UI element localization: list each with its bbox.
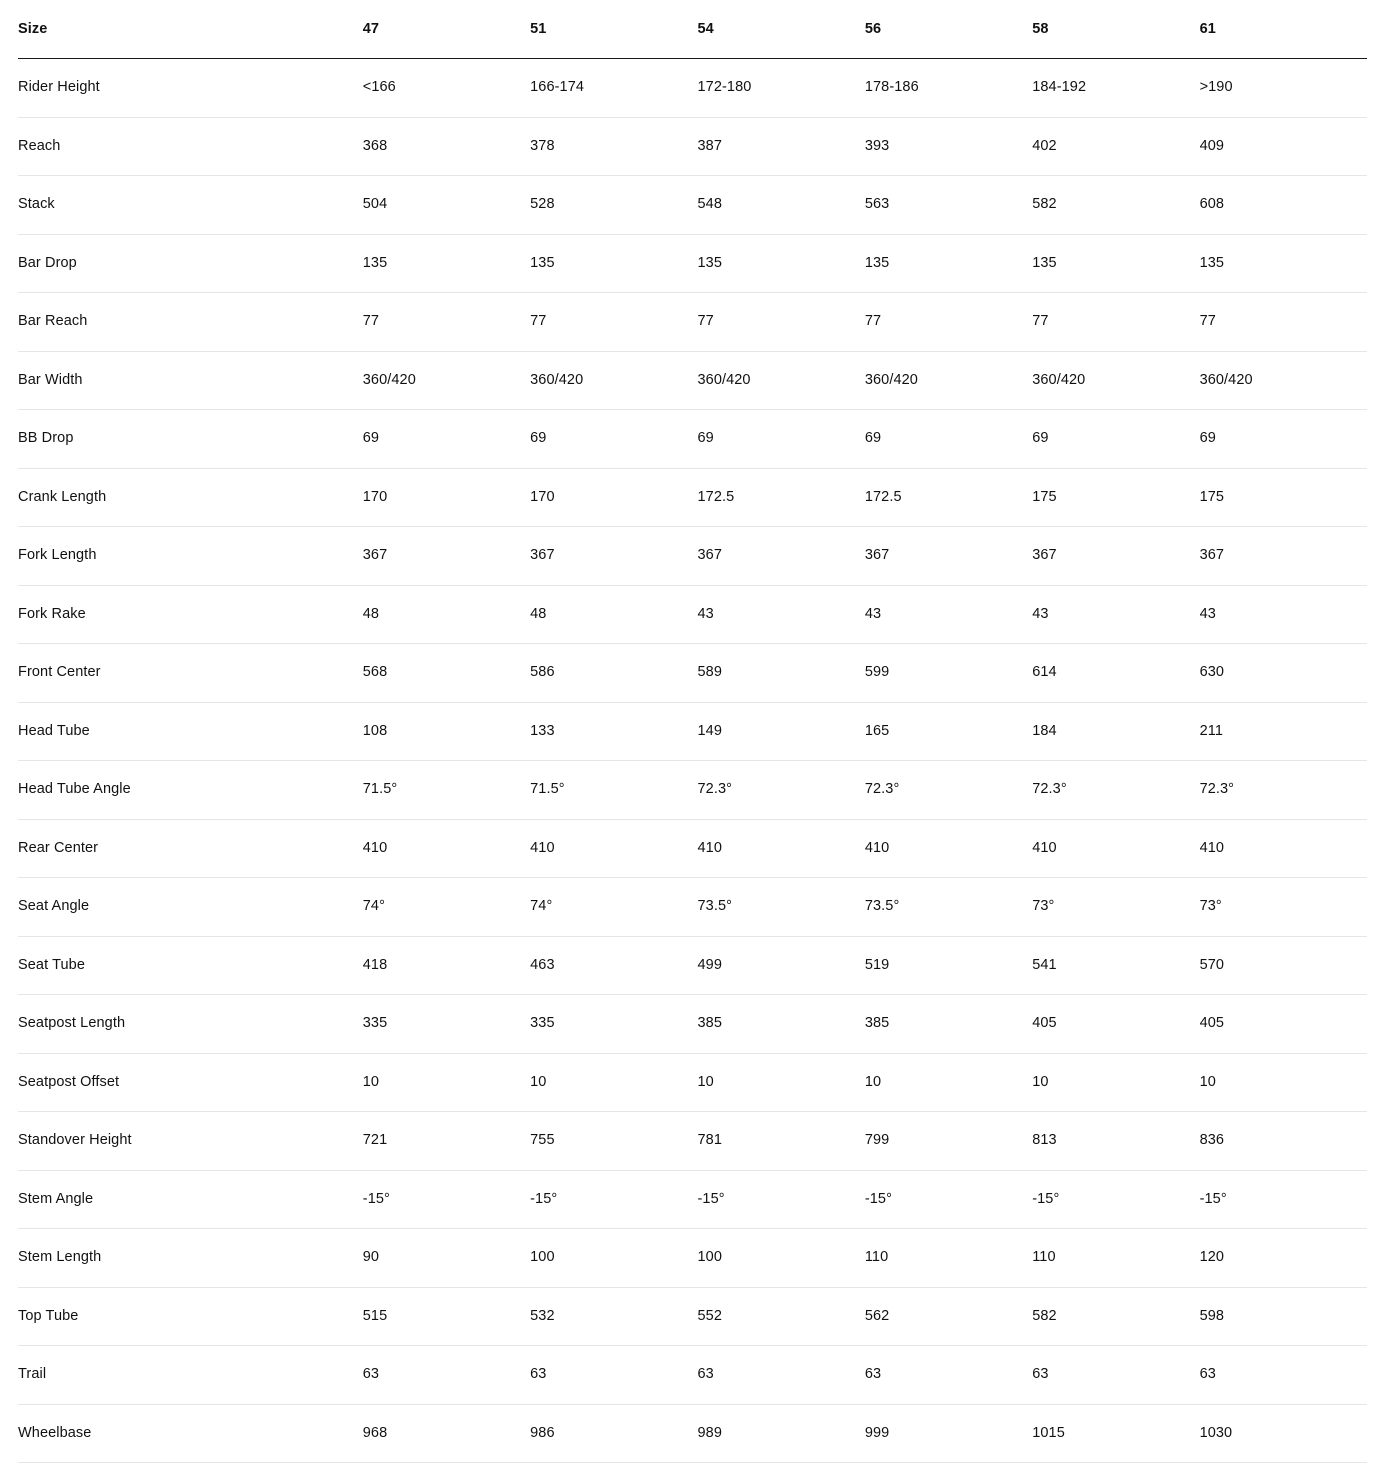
table-cell: 813 <box>1032 1112 1199 1171</box>
table-cell: 360/420 <box>1032 351 1199 410</box>
table-cell: -15° <box>697 1170 864 1229</box>
table-body <box>18 59 1367 1463</box>
table-cell: 63 <box>530 1346 697 1405</box>
table-row <box>18 878 1367 937</box>
table-cell: 172.5 <box>697 468 864 527</box>
table-cell: 385 <box>865 995 1032 1054</box>
table-cell: 410 <box>363 819 530 878</box>
row-label: Stem Angle <box>18 1170 363 1229</box>
table-cell: 135 <box>363 234 530 293</box>
table-row <box>18 293 1367 352</box>
table-row <box>18 468 1367 527</box>
table-cell: -15° <box>1032 1170 1199 1229</box>
row-label: Wheelbase <box>18 1404 363 1463</box>
table-cell: 562 <box>865 1287 1032 1346</box>
table-cell: 519 <box>865 936 1032 995</box>
table-cell: 10 <box>1200 1053 1367 1112</box>
table-cell: 968 <box>363 1404 530 1463</box>
table-cell: 10 <box>865 1053 1032 1112</box>
table-cell: -15° <box>865 1170 1032 1229</box>
table-cell: 360/420 <box>530 351 697 410</box>
table-cell: 378 <box>530 117 697 176</box>
table-cell: 72.3° <box>1032 761 1199 820</box>
table-cell: 532 <box>530 1287 697 1346</box>
row-label: Seatpost Offset <box>18 1053 363 1112</box>
table-row <box>18 117 1367 176</box>
table-header <box>18 0 1367 59</box>
row-label: Head Tube <box>18 702 363 761</box>
row-label: Stack <box>18 176 363 235</box>
table-cell: 73.5° <box>865 878 1032 937</box>
column-header-58: 58 <box>1032 0 1199 59</box>
table-cell: 368 <box>363 117 530 176</box>
table-cell: 410 <box>697 819 864 878</box>
table-cell: 418 <box>363 936 530 995</box>
table-cell: 175 <box>1200 468 1367 527</box>
table-cell: 582 <box>1032 1287 1199 1346</box>
table-cell: 165 <box>865 702 1032 761</box>
table-row <box>18 1170 1367 1229</box>
table-row <box>18 176 1367 235</box>
table-cell: 570 <box>1200 936 1367 995</box>
table-cell: <166 <box>363 59 530 118</box>
table-cell: 63 <box>1200 1346 1367 1405</box>
table-row <box>18 1229 1367 1288</box>
table-cell: 360/420 <box>363 351 530 410</box>
table-cell: 836 <box>1200 1112 1367 1171</box>
row-label: Standover Height <box>18 1112 363 1171</box>
row-label: Rear Center <box>18 819 363 878</box>
table-cell: 367 <box>1200 527 1367 586</box>
table-cell: 71.5° <box>363 761 530 820</box>
table-cell: 43 <box>865 585 1032 644</box>
row-label: Bar Drop <box>18 234 363 293</box>
row-label: Rider Height <box>18 59 363 118</box>
table-cell: 387 <box>697 117 864 176</box>
table-cell: 77 <box>530 293 697 352</box>
table-cell: 69 <box>530 410 697 469</box>
table-row <box>18 1112 1367 1171</box>
table-cell: 48 <box>363 585 530 644</box>
table-cell: 528 <box>530 176 697 235</box>
table-row <box>18 702 1367 761</box>
table-row <box>18 936 1367 995</box>
table-cell: 552 <box>697 1287 864 1346</box>
table-row <box>18 1346 1367 1405</box>
table-cell: 598 <box>1200 1287 1367 1346</box>
table-cell: 69 <box>865 410 1032 469</box>
table-cell: 10 <box>697 1053 864 1112</box>
table-row <box>18 644 1367 703</box>
table-cell: 69 <box>697 410 864 469</box>
table-cell: 989 <box>697 1404 864 1463</box>
table-cell: 393 <box>865 117 1032 176</box>
table-cell: 170 <box>363 468 530 527</box>
table-cell: 170 <box>530 468 697 527</box>
row-label: Crank Length <box>18 468 363 527</box>
table-cell: 599 <box>865 644 1032 703</box>
table-cell: 77 <box>865 293 1032 352</box>
table-cell: 135 <box>697 234 864 293</box>
table-cell: 410 <box>530 819 697 878</box>
table-cell: 367 <box>697 527 864 586</box>
table-cell: 402 <box>1032 117 1199 176</box>
table-cell: 90 <box>363 1229 530 1288</box>
table-row <box>18 1053 1367 1112</box>
table-cell: 608 <box>1200 176 1367 235</box>
table-cell: 367 <box>363 527 530 586</box>
row-label: Front Center <box>18 644 363 703</box>
table-cell: 405 <box>1200 995 1367 1054</box>
table-cell: 135 <box>865 234 1032 293</box>
row-label: Fork Length <box>18 527 363 586</box>
table-cell: 77 <box>697 293 864 352</box>
table-row <box>18 527 1367 586</box>
table-cell: 630 <box>1200 644 1367 703</box>
table-row <box>18 59 1367 118</box>
table-cell: 74° <box>530 878 697 937</box>
table-cell: 135 <box>1200 234 1367 293</box>
row-label: Reach <box>18 117 363 176</box>
table-cell: 178-186 <box>865 59 1032 118</box>
table-cell: 541 <box>1032 936 1199 995</box>
table-cell: 781 <box>697 1112 864 1171</box>
table-cell: 172.5 <box>865 468 1032 527</box>
table-cell: 172-180 <box>697 59 864 118</box>
table-cell: >190 <box>1200 59 1367 118</box>
table-cell: 110 <box>865 1229 1032 1288</box>
row-label: Seatpost Length <box>18 995 363 1054</box>
table-cell: 410 <box>1200 819 1367 878</box>
table-row <box>18 1404 1367 1463</box>
table-cell: 63 <box>1032 1346 1199 1405</box>
table-cell: 755 <box>530 1112 697 1171</box>
table-cell: 73.5° <box>697 878 864 937</box>
table-cell: 367 <box>530 527 697 586</box>
table-cell: 10 <box>363 1053 530 1112</box>
table-row <box>18 585 1367 644</box>
table-cell: 586 <box>530 644 697 703</box>
table-cell: 515 <box>363 1287 530 1346</box>
table-cell: 166-174 <box>530 59 697 118</box>
table-cell: 73° <box>1032 878 1199 937</box>
table-row <box>18 995 1367 1054</box>
table-cell: 589 <box>697 644 864 703</box>
table-cell: 986 <box>530 1404 697 1463</box>
row-label: Bar Width <box>18 351 363 410</box>
column-header-47: 47 <box>363 0 530 59</box>
geometry-table <box>18 0 1367 1463</box>
table-row <box>18 1287 1367 1346</box>
row-label: Top Tube <box>18 1287 363 1346</box>
table-cell: 43 <box>697 585 864 644</box>
table-cell: 100 <box>697 1229 864 1288</box>
table-cell: 360/420 <box>697 351 864 410</box>
table-cell: 175 <box>1032 468 1199 527</box>
table-cell: 10 <box>530 1053 697 1112</box>
table-cell: 211 <box>1200 702 1367 761</box>
table-cell: 463 <box>530 936 697 995</box>
table-cell: 73° <box>1200 878 1367 937</box>
table-cell: -15° <box>363 1170 530 1229</box>
table-cell: 63 <box>865 1346 1032 1405</box>
row-label: BB Drop <box>18 410 363 469</box>
column-header-56: 56 <box>865 0 1032 59</box>
table-row <box>18 761 1367 820</box>
table-cell: 1030 <box>1200 1404 1367 1463</box>
row-label: Trail <box>18 1346 363 1405</box>
table-cell: 405 <box>1032 995 1199 1054</box>
table-cell: 568 <box>363 644 530 703</box>
table-cell: 385 <box>697 995 864 1054</box>
table-cell: 72.3° <box>1200 761 1367 820</box>
table-cell: 108 <box>363 702 530 761</box>
table-cell: 74° <box>363 878 530 937</box>
table-cell: 77 <box>1032 293 1199 352</box>
table-cell: 63 <box>697 1346 864 1405</box>
table-cell: 360/420 <box>865 351 1032 410</box>
table-row <box>18 819 1367 878</box>
table-cell: 721 <box>363 1112 530 1171</box>
table-cell: 999 <box>865 1404 1032 1463</box>
table-cell: 71.5° <box>530 761 697 820</box>
table-cell: 499 <box>697 936 864 995</box>
column-header-size: Size <box>18 0 363 59</box>
table-cell: 77 <box>363 293 530 352</box>
table-cell: 367 <box>865 527 1032 586</box>
table-cell: 72.3° <box>697 761 864 820</box>
table-cell: 614 <box>1032 644 1199 703</box>
table-cell: 149 <box>697 702 864 761</box>
column-header-51: 51 <box>530 0 697 59</box>
row-label: Stem Length <box>18 1229 363 1288</box>
row-label: Fork Rake <box>18 585 363 644</box>
table-cell: 63 <box>363 1346 530 1405</box>
table-row <box>18 351 1367 410</box>
table-cell: 43 <box>1032 585 1199 644</box>
table-cell: 133 <box>530 702 697 761</box>
table-cell: 110 <box>1032 1229 1199 1288</box>
table-cell: 77 <box>1200 293 1367 352</box>
row-label: Seat Angle <box>18 878 363 937</box>
table-cell: 69 <box>1200 410 1367 469</box>
table-cell: 409 <box>1200 117 1367 176</box>
table-row <box>18 234 1367 293</box>
table-cell: -15° <box>1200 1170 1367 1229</box>
table-cell: -15° <box>530 1170 697 1229</box>
table-cell: 799 <box>865 1112 1032 1171</box>
table-cell: 184-192 <box>1032 59 1199 118</box>
table-cell: 548 <box>697 176 864 235</box>
row-label: Head Tube Angle <box>18 761 363 820</box>
table-cell: 43 <box>1200 585 1367 644</box>
row-label: Bar Reach <box>18 293 363 352</box>
table-cell: 48 <box>530 585 697 644</box>
row-label: Seat Tube <box>18 936 363 995</box>
table-cell: 135 <box>1032 234 1199 293</box>
table-cell: 120 <box>1200 1229 1367 1288</box>
table-cell: 100 <box>530 1229 697 1288</box>
column-header-61: 61 <box>1200 0 1367 59</box>
table-cell: 69 <box>1032 410 1199 469</box>
table-cell: 504 <box>363 176 530 235</box>
table-cell: 135 <box>530 234 697 293</box>
table-cell: 72.3° <box>865 761 1032 820</box>
table-cell: 582 <box>1032 176 1199 235</box>
table-cell: 1015 <box>1032 1404 1199 1463</box>
table-cell: 10 <box>1032 1053 1199 1112</box>
table-cell: 360/420 <box>1200 351 1367 410</box>
table-cell: 410 <box>1032 819 1199 878</box>
table-row <box>18 410 1367 469</box>
table-cell: 335 <box>363 995 530 1054</box>
table-cell: 410 <box>865 819 1032 878</box>
table-header-row <box>18 0 1367 59</box>
table-cell: 367 <box>1032 527 1199 586</box>
table-cell: 184 <box>1032 702 1199 761</box>
table-cell: 563 <box>865 176 1032 235</box>
table-cell: 69 <box>363 410 530 469</box>
column-header-54: 54 <box>697 0 864 59</box>
table-cell: 335 <box>530 995 697 1054</box>
